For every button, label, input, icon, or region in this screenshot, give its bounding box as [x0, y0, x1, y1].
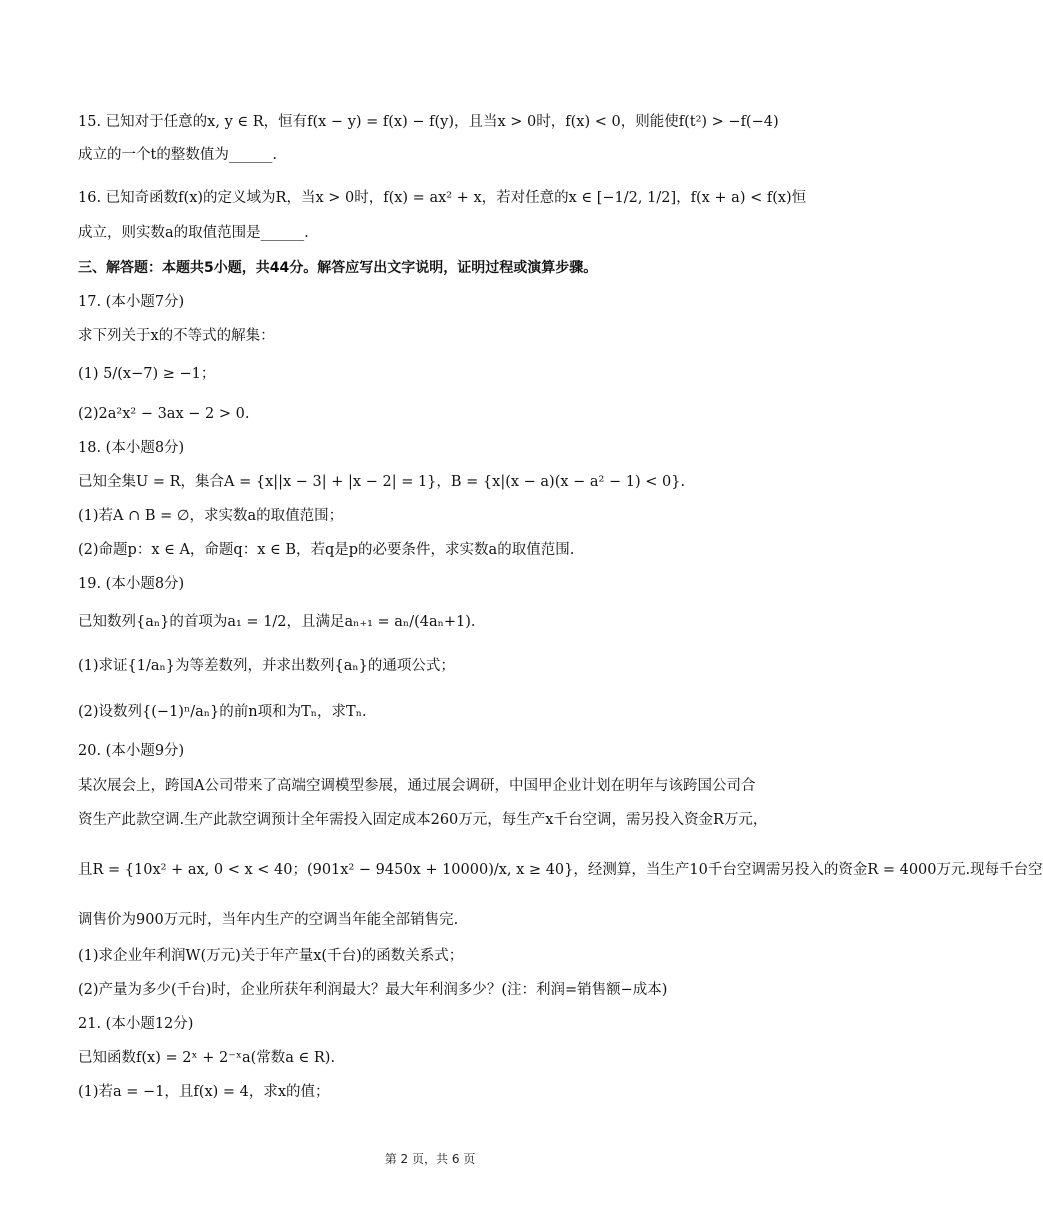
text-line: (1)若A ∩ B = ∅，求实数a的取值范围； [78, 508, 344, 524]
text-line: 资生产此款空调.生产此款空调预计全年需投入固定成本260万元，每生产x千台空调，需另投入资金R万元， [78, 812, 768, 828]
text-line: (2)产量为多少(千台)时，企业所获年利润最大？最大年利润多少？(注：利润=销售额−成本) [78, 982, 668, 998]
text-line: (1)求企业年利润W(万元)关于年产量x(千台)的函数关系式； [78, 948, 464, 964]
text-line: (1)求证{1/aₙ}为等差数列，并求出数列{aₙ}的通项公式； [78, 658, 455, 674]
section-heading: 三、解答题：本题共5小题，共44分。解答应写出文字说明，证明过程或演算步骤。 [78, 260, 598, 276]
text-line: 已知全集U = R，集合A = {x||x − 3| + |x − 2| = 1}，B = {x|(x − a)(x − a² − 1) < 0}. [78, 474, 686, 490]
text-line: (1) 5/(x−7) ≥ −1； [78, 366, 216, 382]
text-line: (2)2a²x² − 3ax − 2 > 0. [78, 406, 250, 422]
question-header: 20. (本小题9分) [78, 743, 185, 759]
question-header: 19. (本小题8分) [78, 576, 185, 592]
text-line: 调售价为900万元时，当年内生产的空调当年能全部销售完. [78, 912, 459, 928]
text-line: 已知函数f(x) = 2ˣ + 2⁻ˣa(常数a ∈ R). [78, 1050, 336, 1066]
question-header: 18. (本小题8分) [78, 440, 185, 456]
text-line: 成立的一个t的整数值为______. [78, 147, 277, 163]
text-line: (2)设数列{(−1)ⁿ/aₙ}的前n项和为Tₙ，求Tₙ. [78, 704, 367, 720]
page-footer: 第 2 页，共 6 页 [384, 1152, 476, 1166]
text-line: 15. 已知对于任意的x, y ∈ R，恒有f(x − y) = f(x) − f(y)，且当x > 0时，f(x) < 0，则能使f(t²) > −f(−4) [78, 114, 779, 130]
text-line: (2)命题p：x ∈ A，命题q：x ∈ B，若q是p的必要条件，求实数a的取值范围. [78, 542, 575, 558]
text-line: 某次展会上，跨国A公司带来了高端空调模型参展，通过展会调研，中国甲企业计划在明年与该跨国公司合 [78, 778, 756, 794]
text-line: 16. 已知奇函数f(x)的定义域为R，当x > 0时，f(x) = ax² + x，若对任意的x ∈ [−1/2, 1/2]，f(x + a) < f(x)恒 [78, 190, 807, 206]
text-line: 已知数列{aₙ}的首项为a₁ = 1/2，且满足aₙ₊₁ = aₙ/(4aₙ+1). [78, 614, 476, 630]
text-line: 且R = {10x² + ax, 0 < x < 40；(901x² − 9450x + 10000)/x, x ≥ 40}，经测算，当生产10千台空调需另投入的资金R = 4000万元.现每千台空 [78, 862, 1043, 878]
question-header: 17. (本小题7分) [78, 294, 185, 310]
text-line: 成立，则实数a的取值范围是______. [78, 225, 309, 241]
text-line: 求下列关于x的不等式的解集： [78, 328, 275, 344]
text-line: (1)若a = −1，且f(x) = 4，求x的值； [78, 1084, 330, 1100]
question-header: 21. (本小题12分) [78, 1016, 194, 1032]
